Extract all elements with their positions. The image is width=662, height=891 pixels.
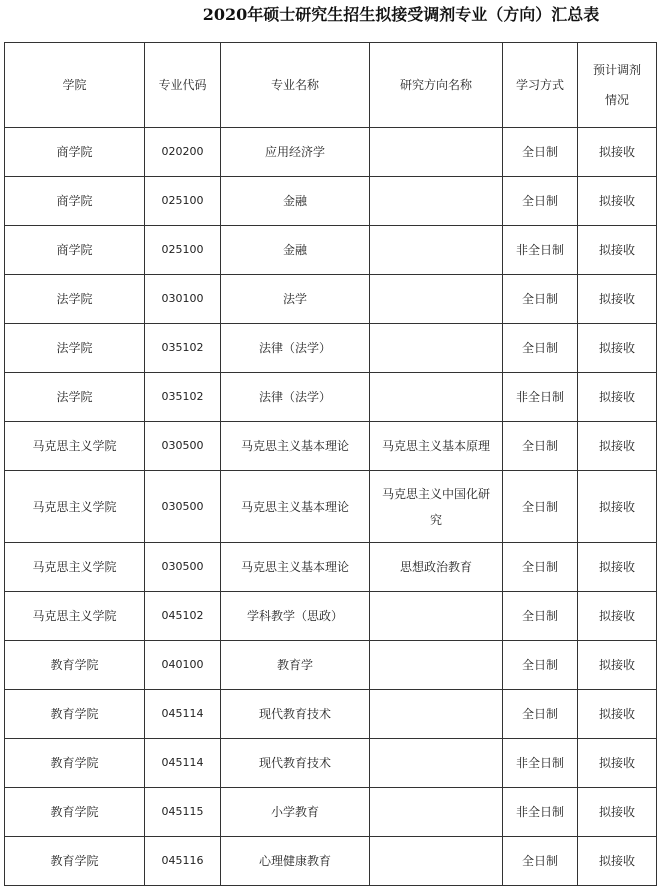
cell-code: 030500	[145, 471, 221, 543]
table-row	[5, 837, 657, 886]
cell-major: 金融	[221, 226, 370, 275]
cell-college: 教育学院	[5, 690, 145, 739]
cell-direction: 思想政治教育	[370, 543, 503, 592]
cell-major: 现代教育技术	[221, 690, 370, 739]
cell-plan: 拟接收	[578, 837, 657, 886]
cell-major: 教育学	[221, 641, 370, 690]
header-plan	[578, 43, 657, 128]
cell-major: 法律（法学）	[221, 373, 370, 422]
cell-college: 教育学院	[5, 641, 145, 690]
cell-plan: 拟接收	[578, 373, 657, 422]
header-major: 专业名称	[221, 43, 370, 128]
cell-direction	[370, 275, 503, 324]
cell-major: 马克思主义基本理论	[221, 422, 370, 471]
cell-college: 马克思主义学院	[5, 471, 145, 543]
cell-direction	[370, 592, 503, 641]
cell-major: 学科教学（思政）	[221, 592, 370, 641]
page-title: 2020年硕士研究生招生拟接受调剂专业（方向）汇总表	[202, 5, 600, 24]
cell-code: 035102	[145, 373, 221, 422]
cell-major: 法学	[221, 275, 370, 324]
cell-direction: 马克思主义基本原理	[370, 422, 503, 471]
cell-mode: 全日制	[503, 592, 578, 641]
cell-college: 教育学院	[5, 837, 145, 886]
table-row	[5, 128, 657, 177]
adjustment-table	[4, 42, 657, 886]
table-row	[5, 275, 657, 324]
cell-plan: 拟接收	[578, 788, 657, 837]
cell-mode: 全日制	[503, 128, 578, 177]
table-row	[5, 690, 657, 739]
cell-plan: 拟接收	[578, 641, 657, 690]
table-row	[5, 543, 657, 592]
cell-direction	[370, 837, 503, 886]
cell-mode: 全日制	[503, 641, 578, 690]
cell-code: 030500	[145, 543, 221, 592]
cell-college: 商学院	[5, 128, 145, 177]
cell-college: 马克思主义学院	[5, 422, 145, 471]
cell-major: 法律（法学）	[221, 324, 370, 373]
cell-plan: 拟接收	[578, 543, 657, 592]
cell-code: 045114	[145, 739, 221, 788]
cell-major: 心理健康教育	[221, 837, 370, 886]
cell-direction	[370, 128, 503, 177]
cell-college: 教育学院	[5, 739, 145, 788]
cell-direction	[370, 373, 503, 422]
header-code: 专业代码	[145, 43, 221, 128]
cell-major: 小学教育	[221, 788, 370, 837]
cell-college: 法学院	[5, 324, 145, 373]
table-row	[5, 788, 657, 837]
cell-direction	[370, 177, 503, 226]
table-header-row	[5, 43, 657, 128]
cell-mode: 非全日制	[503, 373, 578, 422]
cell-code: 030500	[145, 422, 221, 471]
cell-plan: 拟接收	[578, 128, 657, 177]
table-row	[5, 641, 657, 690]
cell-mode: 全日制	[503, 422, 578, 471]
header-plan-line1: 预计调剂	[592, 63, 641, 77]
cell-code: 045102	[145, 592, 221, 641]
cell-code: 030100	[145, 275, 221, 324]
cell-direction-text: 马克思主义中国化研究	[381, 486, 490, 527]
cell-code: 045115	[145, 788, 221, 837]
cell-code: 040100	[145, 641, 221, 690]
table-row	[5, 592, 657, 641]
cell-plan: 拟接收	[578, 422, 657, 471]
cell-major: 应用经济学	[221, 128, 370, 177]
cell-college: 马克思主义学院	[5, 592, 145, 641]
cell-mode: 非全日制	[503, 739, 578, 788]
cell-mode: 非全日制	[503, 226, 578, 275]
cell-direction	[370, 788, 503, 837]
cell-major: 现代教育技术	[221, 739, 370, 788]
cell-mode: 全日制	[503, 324, 578, 373]
cell-mode: 非全日制	[503, 788, 578, 837]
cell-college: 法学院	[5, 373, 145, 422]
cell-major: 马克思主义基本理论	[221, 471, 370, 543]
cell-plan: 拟接收	[578, 177, 657, 226]
cell-direction	[370, 641, 503, 690]
cell-college: 马克思主义学院	[5, 543, 145, 592]
cell-code: 045114	[145, 690, 221, 739]
cell-code: 035102	[145, 324, 221, 373]
cell-college: 商学院	[5, 226, 145, 275]
cell-mode: 全日制	[503, 177, 578, 226]
header-direction: 研究方向名称	[370, 43, 503, 128]
table-row	[5, 226, 657, 275]
table-row	[5, 373, 657, 422]
cell-plan: 拟接收	[578, 690, 657, 739]
cell-major: 金融	[221, 177, 370, 226]
header-mode: 学习方式	[503, 43, 578, 128]
cell-mode: 全日制	[503, 471, 578, 543]
cell-direction	[370, 739, 503, 788]
table-row	[5, 177, 657, 226]
table-row	[5, 324, 657, 373]
cell-college: 法学院	[5, 275, 145, 324]
cell-mode: 全日制	[503, 543, 578, 592]
cell-direction	[370, 324, 503, 373]
cell-plan: 拟接收	[578, 226, 657, 275]
cell-mode: 全日制	[503, 690, 578, 739]
cell-code: 045116	[145, 837, 221, 886]
cell-code: 025100	[145, 226, 221, 275]
cell-college: 教育学院	[5, 788, 145, 837]
cell-mode: 全日制	[503, 837, 578, 886]
cell-code: 020200	[145, 128, 221, 177]
cell-code: 025100	[145, 177, 221, 226]
cell-direction	[370, 690, 503, 739]
table-row	[5, 471, 657, 543]
cell-direction	[370, 226, 503, 275]
table-row	[5, 422, 657, 471]
cell-major: 马克思主义基本理论	[221, 543, 370, 592]
cell-plan: 拟接收	[578, 324, 657, 373]
header-college: 学院	[5, 43, 145, 128]
cell-mode: 全日制	[503, 275, 578, 324]
header-plan-line2: 情况	[604, 93, 629, 107]
cell-plan: 拟接收	[578, 275, 657, 324]
cell-direction	[370, 471, 503, 543]
cell-plan: 拟接收	[578, 592, 657, 641]
cell-plan: 拟接收	[578, 739, 657, 788]
cell-plan: 拟接收	[578, 471, 657, 543]
table-row	[5, 739, 657, 788]
cell-college: 商学院	[5, 177, 145, 226]
